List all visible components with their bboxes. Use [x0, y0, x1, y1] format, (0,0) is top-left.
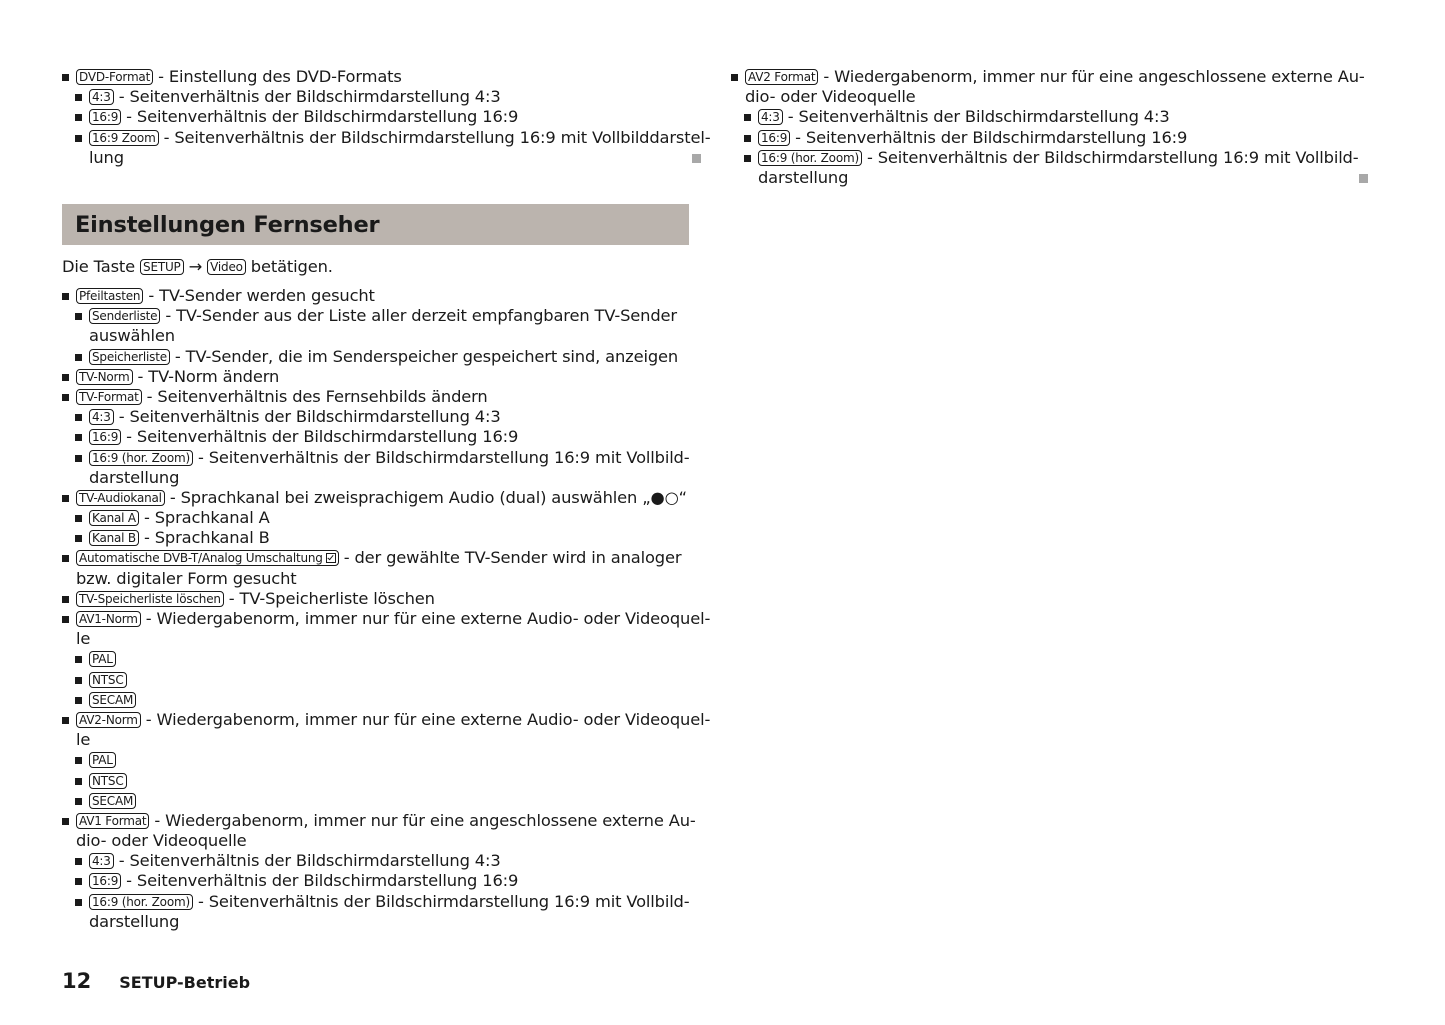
list-item: [62, 367, 690, 387]
page-footer: [62, 969, 250, 993]
heading-title: Einstellungen Fernseher: [75, 212, 380, 238]
list-item: [62, 387, 690, 407]
bullet-icon: [75, 354, 82, 361]
section-end-mark-icon: [692, 154, 701, 163]
list-subitem: [62, 347, 690, 367]
key-label: 4:3: [89, 409, 114, 425]
bullet-icon: [75, 778, 82, 785]
bullet-icon: [75, 878, 82, 885]
bullet-icon: [75, 798, 82, 805]
bullet-icon: [75, 94, 82, 101]
bullet-icon: [75, 697, 82, 704]
list-item: [62, 286, 690, 306]
intro-text: betätigen.: [245, 257, 333, 276]
list-subitem: [62, 508, 690, 528]
key-label: PAL: [89, 651, 116, 667]
list-subitem: [62, 649, 690, 669]
key-label: SECAM: [89, 793, 136, 809]
key-label: Kanal A: [89, 510, 139, 526]
list-item: [62, 488, 690, 508]
key-label: 4:3: [758, 109, 783, 125]
item-text: - Wiedergabenorm, immer nur für eine angeschlossene externe Au-: [149, 810, 696, 830]
item-text: - Seitenverhältnis des Fernsehbilds ändern: [141, 386, 488, 406]
key-label: 16:9 Zoom: [89, 130, 159, 146]
bullet-icon: [75, 434, 82, 441]
item-text: - Einstellung des DVD-Formats: [153, 67, 402, 86]
list-subitem: [62, 448, 690, 468]
intro-line: [62, 257, 333, 277]
key-label: NTSC: [89, 773, 127, 789]
bullet-icon: [62, 616, 69, 623]
bullet-icon: [744, 114, 751, 121]
list-subitem: [62, 690, 690, 710]
tv-settings-list: [62, 286, 711, 932]
item-text: - Seitenverhältnis der Bildschirmdarstellung 4:3: [113, 87, 501, 107]
section-heading: [62, 204, 689, 245]
bullet-icon: [731, 74, 738, 81]
item-text: - Seitenverhältnis der Bildschirmdarstellung 16:9 mit Vollbild-: [192, 447, 690, 467]
item-text: - Sprachkanal bei zweisprachigem Audio (dual) auswählen „●○“: [164, 487, 687, 507]
item-text: - der gewählte TV-Sender wird in analoger: [338, 548, 682, 568]
key-label: AV2 Format: [745, 69, 818, 85]
item-continuation: auswählen: [89, 326, 175, 346]
list-item: [62, 810, 696, 831]
bullet-icon: [75, 858, 82, 865]
left-column-top: [62, 67, 711, 168]
list-subitem: [62, 87, 690, 107]
page-number: 12: [62, 969, 92, 993]
bullet-icon: [62, 818, 69, 825]
item-text: - TV-Norm ändern: [132, 366, 280, 386]
key-label: TV-Norm: [76, 369, 133, 385]
key-label: NTSC: [89, 672, 127, 688]
bullet-icon: [75, 135, 82, 142]
item-continuation: lung: [89, 147, 124, 167]
item-continuation: le: [76, 730, 91, 750]
bullet-icon: [75, 899, 82, 906]
key-label: Senderliste: [89, 308, 160, 324]
key-label: [76, 550, 339, 566]
list-item: [62, 548, 690, 568]
item-text: - Seitenverhältnis der Bildschirmdarstellung 16:9: [790, 127, 1188, 147]
key-label: PAL: [89, 752, 116, 768]
item-text: - Seitenverhältnis der Bildschirmdarstellung 4:3: [113, 851, 501, 871]
bullet-icon: [62, 374, 69, 381]
bullet-icon: [75, 455, 82, 462]
key-label: 16:9: [89, 429, 121, 445]
item-continuation: darstellung: [89, 467, 180, 487]
key-label: 16:9: [758, 130, 790, 146]
bullet-icon: [75, 757, 82, 764]
list-subitem: [62, 306, 690, 326]
list-subitem: [62, 771, 690, 791]
list-subitem: [62, 127, 711, 148]
item-text: - TV-Sender, die im Senderspeicher gespeichert sind, anzeigen: [169, 346, 679, 366]
checkbox-icon: [326, 553, 336, 563]
list-item: [731, 67, 1365, 87]
bullet-icon: [62, 293, 69, 300]
key-label: Speicherliste: [89, 349, 170, 365]
setup-key: SETUP: [140, 259, 184, 275]
key-text: Automatische DVB-T/Analog Umschaltung: [79, 551, 323, 566]
list-subitem: [62, 427, 690, 447]
arrow-icon: →: [183, 257, 208, 276]
list-subitem: [62, 791, 690, 811]
bullet-icon: [75, 677, 82, 684]
list-subitem: [62, 892, 690, 912]
bullet-icon: [75, 114, 82, 121]
list-subitem: [62, 407, 690, 427]
item-text: - TV-Speicherliste löschen: [223, 588, 435, 608]
key-label: DVD-Format: [76, 69, 153, 85]
item-text: - Seitenverhältnis der Bildschirmdarstellung 4:3: [113, 407, 501, 427]
list-subitem: [731, 107, 1351, 127]
key-label: 16:9: [89, 873, 121, 889]
item-text: - Wiedergabenorm, immer nur für eine externe Audio- oder Videoquel-: [140, 709, 711, 729]
key-label: 16:9: [89, 109, 121, 125]
list-subitem: [62, 528, 690, 548]
intro-text: Die Taste: [62, 257, 141, 276]
list-subitem: [62, 851, 690, 871]
key-label: 16:9 (hor. Zoom): [758, 150, 862, 166]
bullet-icon: [75, 535, 82, 542]
item-continuation: bzw. digitaler Form gesucht: [76, 568, 297, 588]
key-label: Kanal B: [89, 530, 139, 546]
bullet-icon: [75, 515, 82, 522]
bullet-icon: [62, 495, 69, 502]
bullet-icon: [62, 394, 69, 401]
bullet-icon: [62, 74, 69, 81]
item-text: - Seitenverhältnis der Bildschirmdarstellung 16:9: [121, 871, 519, 891]
item-text: - TV-Sender aus der Liste aller derzeit empfangbaren TV-Sender: [160, 306, 677, 326]
item-text: - Wiedergabenorm, immer nur für eine angeschlossene externe Au-: [818, 67, 1365, 86]
list-item: [62, 67, 690, 87]
item-text: - Seitenverhältnis der Bildschirmdarstellung 16:9: [121, 427, 519, 447]
key-label: 16:9 (hor. Zoom): [89, 894, 193, 910]
list-subitem: [731, 128, 1351, 148]
list-item: [62, 609, 711, 629]
bullet-icon: [75, 414, 82, 421]
key-label: AV2-Norm: [76, 712, 141, 728]
bullet-icon: [62, 717, 69, 724]
bullet-icon: [744, 155, 751, 162]
item-text: - Seitenverhältnis der Bildschirmdarstellung 16:9 mit Vollbilddarstel-: [158, 127, 711, 147]
item-text: - Sprachkanal A: [138, 508, 270, 528]
key-label: Pfeiltasten: [76, 288, 143, 304]
bullet-icon: [62, 596, 69, 603]
item-text: - Seitenverhältnis der Bildschirmdarstellung 16:9 mit Vollbild-: [861, 147, 1359, 167]
section-name: SETUP-Betrieb: [119, 973, 251, 992]
key-label: AV1-Norm: [76, 611, 141, 627]
bullet-icon: [62, 555, 69, 562]
list-item: [62, 709, 711, 730]
list-subitem: [62, 670, 690, 690]
item-text: - TV-Sender werden gesucht: [143, 286, 375, 305]
bullet-icon: [75, 313, 82, 320]
key-label: TV-Speicherliste löschen: [76, 591, 224, 607]
item-continuation: dio- oder Videoquelle: [76, 831, 247, 851]
bullet-icon: [75, 656, 82, 663]
video-key: Video: [207, 259, 246, 275]
right-column: [731, 67, 1365, 188]
key-label: AV1 Format: [76, 813, 149, 829]
list-item: [62, 589, 690, 609]
key-label: 16:9 (hor. Zoom): [89, 450, 193, 466]
item-text: - Wiedergabenorm, immer nur für eine externe Audio- oder Videoquel-: [140, 609, 711, 628]
item-text: - Seitenverhältnis der Bildschirmdarstellung 16:9: [121, 107, 519, 127]
list-subitem: [62, 750, 690, 770]
list-subitem: [62, 871, 690, 891]
item-text: - Seitenverhältnis der Bildschirmdarstellung 4:3: [782, 107, 1170, 127]
item-text: - Seitenverhältnis der Bildschirmdarstellung 16:9 mit Vollbild-: [192, 891, 690, 911]
key-label: TV-Format: [76, 389, 142, 405]
item-continuation: darstellung: [89, 911, 180, 931]
bullet-icon: [744, 135, 751, 142]
item-continuation: le: [76, 629, 91, 649]
section-end-mark-icon: [1359, 174, 1368, 183]
key-label: 4:3: [89, 89, 114, 105]
list-subitem: [62, 107, 690, 127]
list-subitem: [731, 147, 1359, 168]
key-label: TV-Audiokanal: [76, 490, 165, 506]
item-text: - Sprachkanal B: [138, 528, 270, 548]
item-continuation: dio- oder Videoquelle: [745, 87, 916, 107]
item-continuation: darstellung: [758, 167, 849, 187]
key-label: SECAM: [89, 692, 136, 708]
key-label: 4:3: [89, 853, 114, 869]
